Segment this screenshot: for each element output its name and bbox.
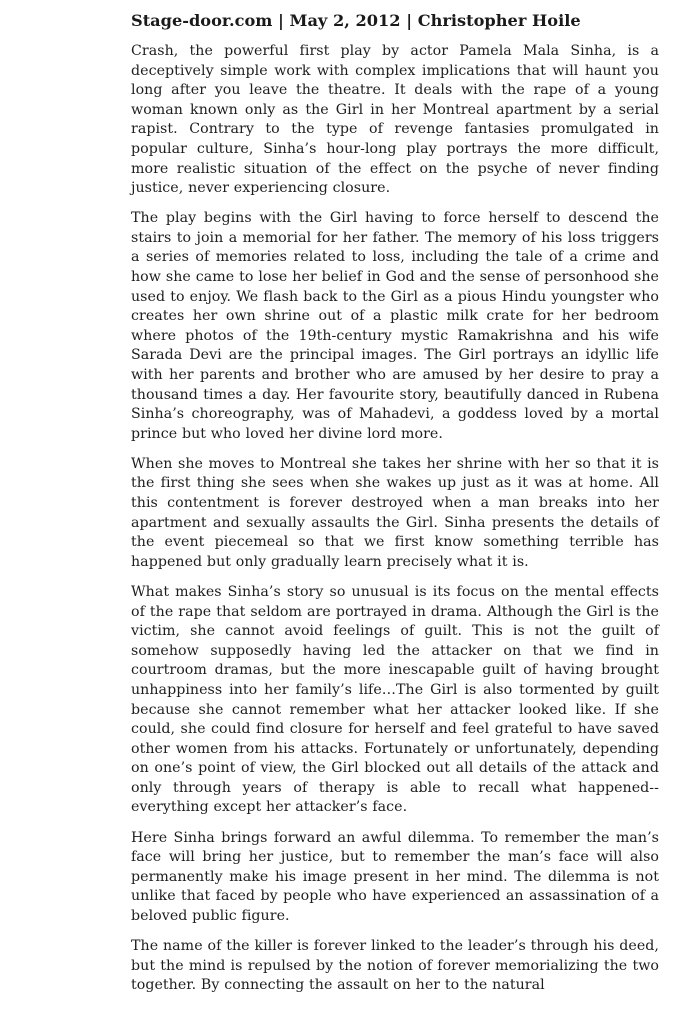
paragraph-5: Here Sinha brings forward an awful dilemma. To remember the man’s face will bring her justice, but to remember the man’s face will also permanently make his image present in her mind. The dilemma is not unlike that faced by people who have experienced an assassination of a beloved public figure.: [131, 829, 659, 924]
paragraph-3: When she moves to Montreal she takes her shrine with her so that it is the first thing she sees when she wakes up just as it was at home. All this contentment is forever destroyed when a man breaks into her apartment and sexually assaults the Girl. Sinha presents the details of the event piecemeal so that we first know something terrible has happened but only gradually learn precisely what it is.: [131, 455, 659, 570]
paragraph-1: Crash, the powerful first play by actor Pamela Mala Sinha, is a deceptively simple work with complex implications that will haunt you long after you leave the theatre. It deals with the rape of a young woman known only as the Girl in her Montreal apartment by a serial rapist. Contrary to the type of revenge fantasies promulgated in popular culture, Sinha’s hour-long play portrays the more difficult, more realistic situation of the effect on the psyche of never finding justice, never experiencing closure.: [131, 43, 659, 197]
paragraph-6: The name of the killer is forever linked to the leader’s through his deed, but the mind is repulsed by the notion of forever memorializing the two together. By connecting the assault on her to the natural: [131, 938, 659, 994]
paragraph-4: What makes Sinha’s story so unusual is its focus on the mental effects of the rape that seldom are portrayed in drama. Although the Girl is the victim, she cannot avoid feelings of guilt. This is not the guilt of somehow supposedly having led the attacker on that we find in courtroom dramas, but the more inescapable guilt of having brought unhappiness into her family’s life…The Girl is also tormented by guilt because she cannot remember what her attacker looked like. If she could, she could find closure for herself and feel grateful to have saved other women from his attacks. Fortunately or unfortunately, depending on one’s point of view, the Girl blocked out all details of the attack and only through years of therapy is able to recall what happened--everything except her attacker’s face.: [131, 583, 659, 816]
article-header: Stage-door.com | May 2, 2012 | Christopher Hoile: [131, 11, 581, 30]
paragraph-2: The play begins with the Girl having to force herself to descend the stairs to join a memorial for her father. The memory of his loss triggers a series of memories related to loss, including the tale of a crime and how she came to lose her belief in God and the sense of personhood she used to enjoy. We flash back to the Girl as a pious Hindu youngster who creates her own shrine out of a plastic milk crate for her bedroom where photos of the 19th-century mystic Ramakrishna and his wife Sarada Devi are the principal images. The Girl portrays an idyllic life with her parents and brother who are amused by her desire to pray a thousand times a day. Her favourite story, beautifully danced in Rubena Sinha’s choreography, was of Mahadevi, a goddess loved by a mortal prince but who loved her divine lord more.: [131, 210, 659, 442]
article: [131, 10, 659, 1006]
